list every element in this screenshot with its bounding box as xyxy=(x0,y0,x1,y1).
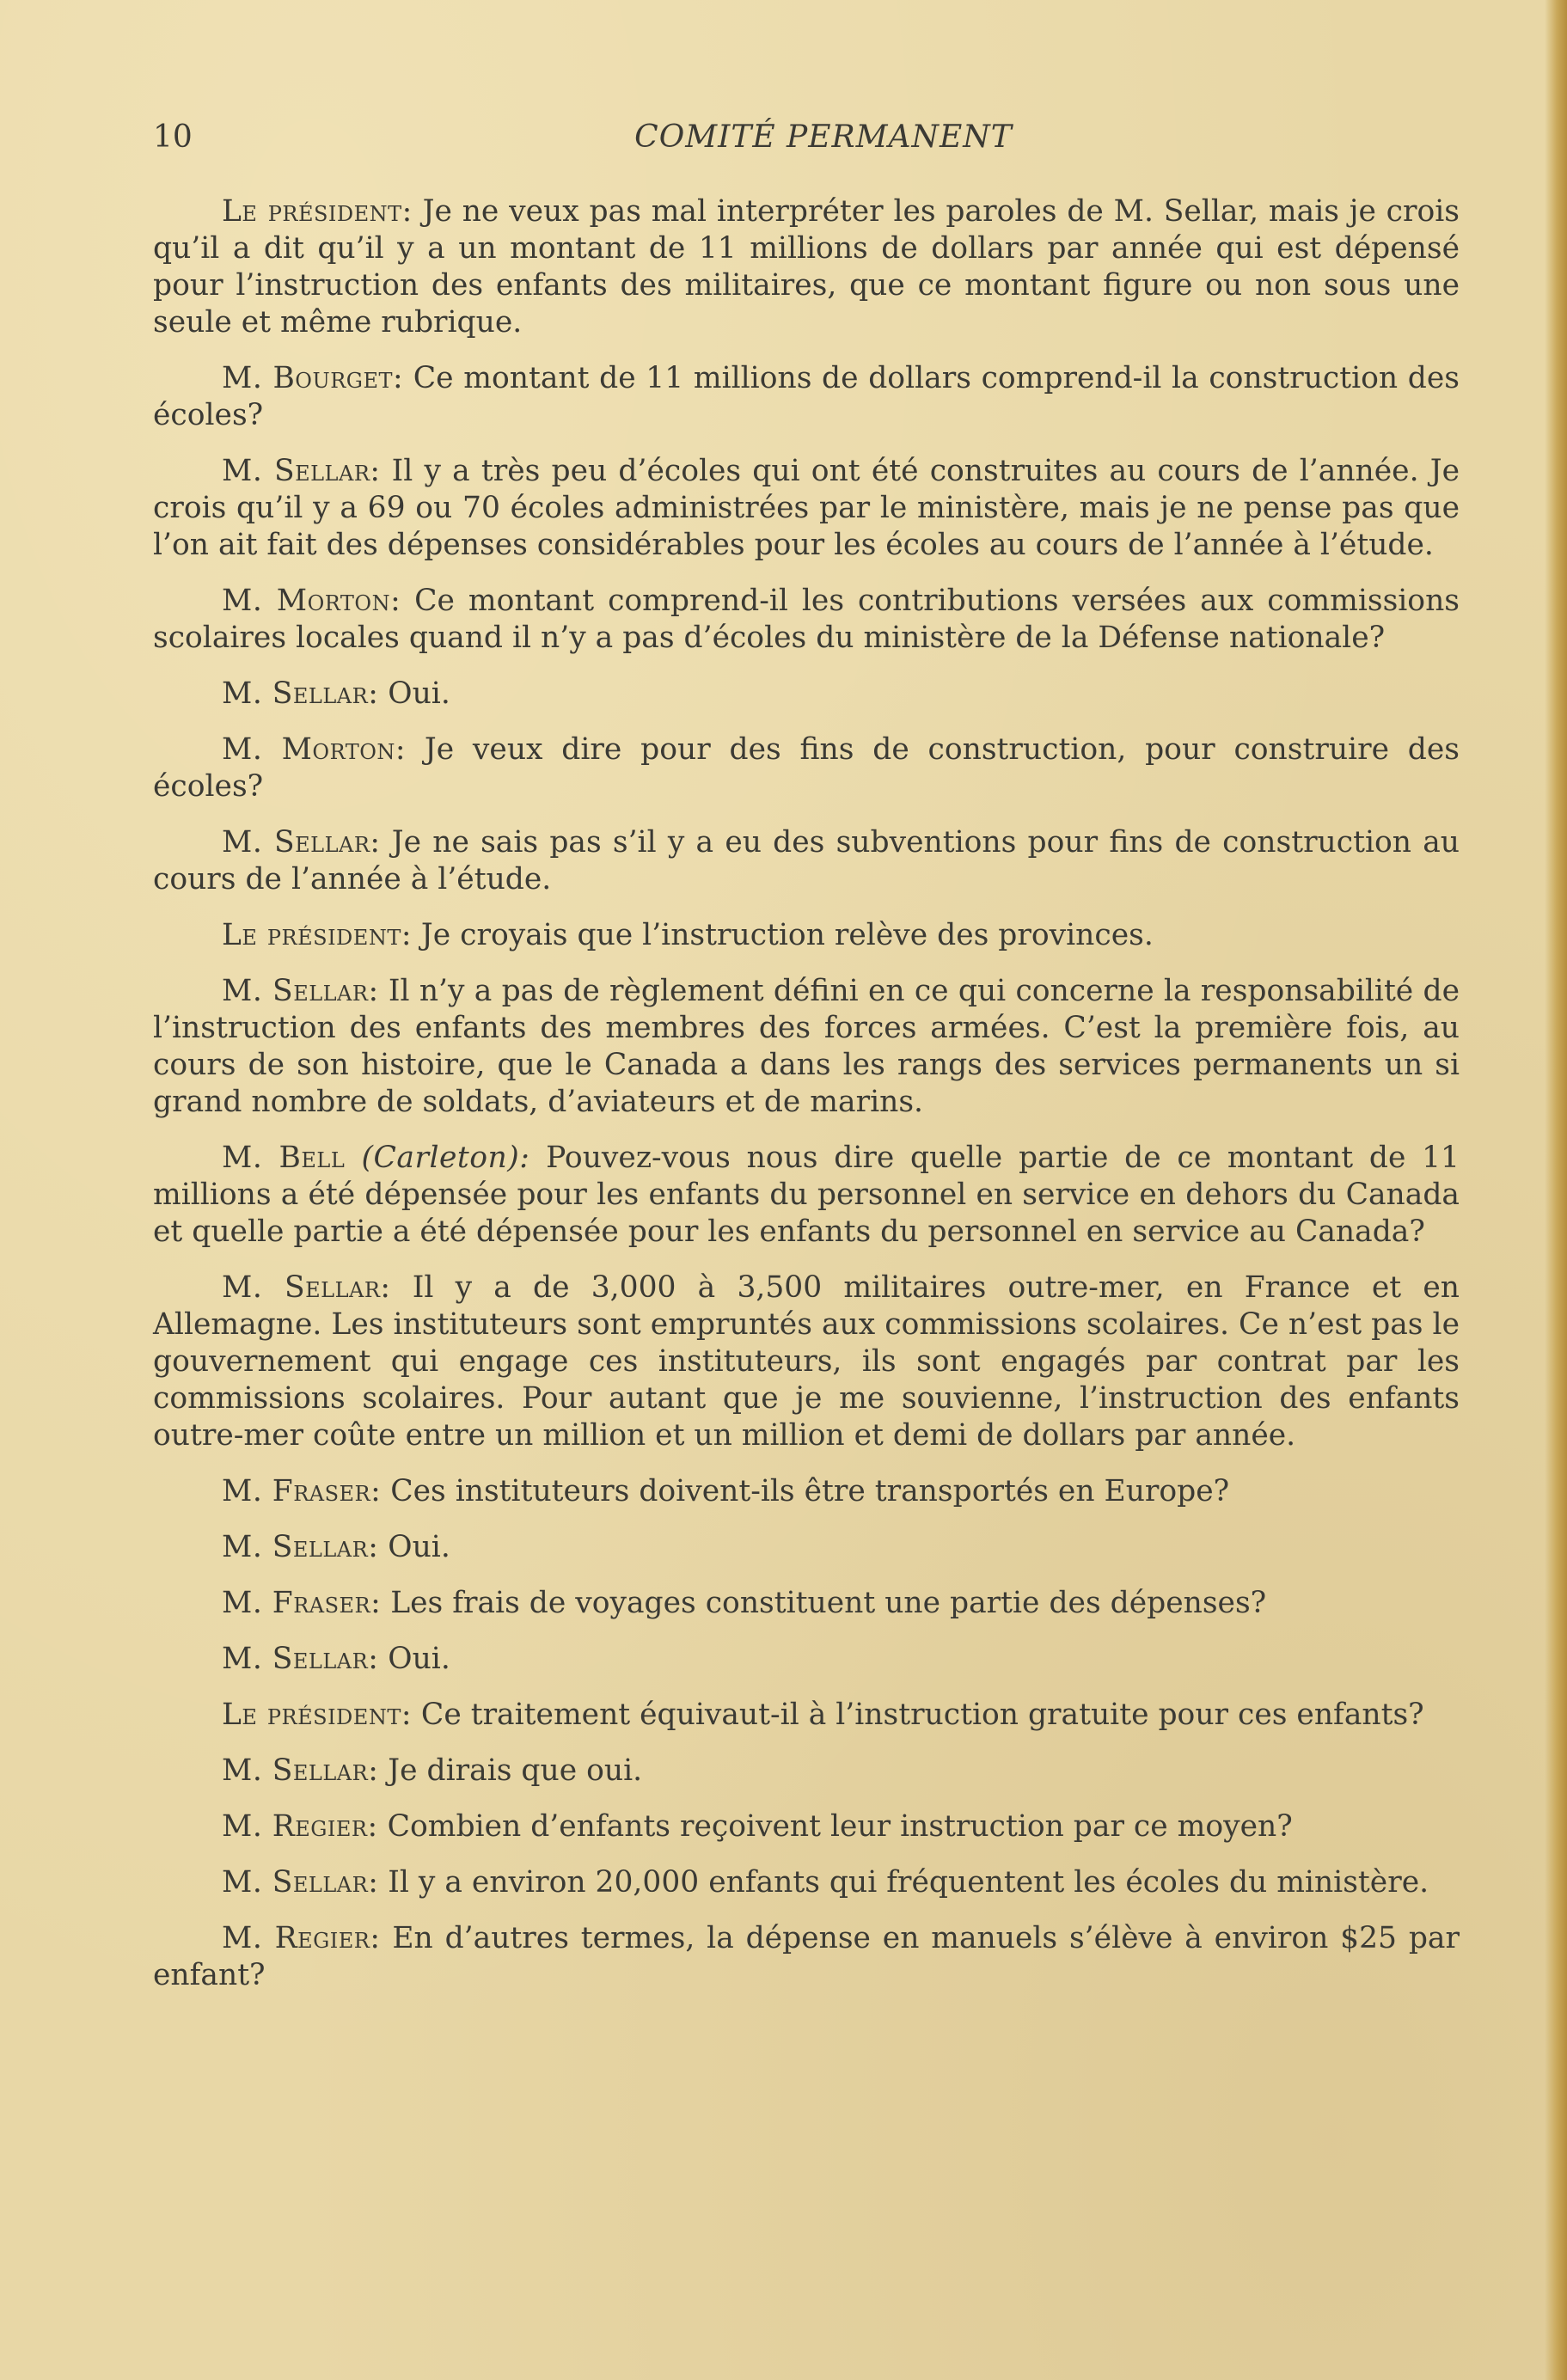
paragraph-text: En d’autres termes, la dépense en manuels s’élève à environ $25 par enfant? xyxy=(153,1921,1460,1992)
speaker-name: M. Sellar: xyxy=(222,676,379,711)
paragraph xyxy=(153,1641,1460,1678)
paragraph-text: Pouvez-vous nous dire quelle partie de ce montant de 11 millions a été dépensée pour les enfants du personnel en service en dehors du Canada et quelle partie a été dépensée pour les enfants du personnel en service au Canada? xyxy=(153,1141,1460,1249)
paragraph-text: Je dirais que oui. xyxy=(378,1753,643,1788)
speaker-name: M. Sellar: xyxy=(222,974,379,1008)
paragraph xyxy=(153,1529,1460,1566)
paragraph-text: Oui. xyxy=(378,1642,450,1676)
speaker-name: Le président: xyxy=(222,918,412,952)
speaker-name xyxy=(222,1141,529,1175)
paragraph xyxy=(153,731,1460,805)
paragraph xyxy=(153,1920,1460,1994)
paragraph-text: Il n’y a pas de règlement défini en ce qui concerne la responsabilité de l’instruction des enfants des membres des forces armées. C’est la première fois, au cours de son histoire, que le Canada a dans les rangs des services permanents un si grand nombre de soldats, d’aviateurs et de marins. xyxy=(153,974,1460,1119)
speaker-name-text: M. Bell xyxy=(222,1141,346,1175)
paragraph xyxy=(153,973,1460,1121)
paragraph-text: Ce montant de 11 millions de dollars comprend-il la construction des écoles? xyxy=(153,361,1460,432)
paragraph-text: Il y a environ 20,000 enfants qui fréquentent les écoles du ministère. xyxy=(378,1865,1429,1900)
paragraph xyxy=(153,1585,1460,1622)
paragraph-text: Il y a de 3,000 à 3,500 militaires outre-mer, en France et en Allemagne. Les instituteurs sont empruntés aux commissions scolaires. Ce n’est pas le gouvernement qui engage ces instituteurs, ils sont engagés par contrat par les commissions scolaires. Pour autant que je me souvienne, l’instruction des enfants outre-mer coûte entre un million et un million et demi de dollars par année. xyxy=(153,1270,1460,1453)
paragraph-text: Les frais de voyages constituent une partie des dépenses? xyxy=(381,1586,1267,1620)
paragraph xyxy=(153,583,1460,657)
paragraph xyxy=(153,453,1460,564)
page-edge xyxy=(1545,0,1567,2380)
paragraph-text: Je veux dire pour des fins de construction, pour construire des écoles? xyxy=(153,732,1460,804)
speaker-riding: (Carleton): xyxy=(345,1141,530,1175)
speaker-name: M. Sellar: xyxy=(222,825,381,860)
paragraph xyxy=(153,1864,1460,1901)
paragraph-text: Je ne veux pas mal interpréter les paroles de M. Sellar, mais je crois qu’il a dit qu’il y a un montant de 11 millions de dollars par année qui est dépensé pour l’instruction des enfants des militaires, que ce montant figure ou non sous une seule et même rubrique. xyxy=(153,194,1460,340)
speaker-name: M. Bourget: xyxy=(222,361,404,395)
speaker-name: M. Regier: xyxy=(222,1809,378,1844)
page-number: 10 xyxy=(153,119,193,155)
speaker-name: M. Morton: xyxy=(222,584,401,618)
paragraph xyxy=(153,193,1460,341)
page-header xyxy=(153,112,1460,163)
paragraph xyxy=(153,917,1460,954)
speaker-name: M. Sellar: xyxy=(222,1865,379,1900)
paragraph xyxy=(153,360,1460,434)
running-title: COMITÉ PERMANENT xyxy=(634,119,1013,155)
paragraph-text: Ce traitement équivaut-il à l’instruction gratuite pour ces enfants? xyxy=(411,1698,1424,1732)
transcript-body xyxy=(153,193,1460,2013)
paragraph-text: Je ne sais pas s’il y a eu des subventions pour fins de construction au cours de l’année à l’étude. xyxy=(153,825,1460,896)
paragraph-text: Ce montant comprend-il les contributions versées aux commissions scolaires locales quand il n’y a pas d’écoles du ministère de la Défense nationale? xyxy=(153,584,1460,655)
speaker-name: M. Morton: xyxy=(222,732,407,767)
speaker-name: M. Fraser: xyxy=(222,1474,382,1508)
speaker-name: M. Fraser: xyxy=(222,1586,382,1620)
speaker-name: M. Sellar: xyxy=(222,1642,379,1676)
paragraph xyxy=(153,676,1460,713)
paragraph xyxy=(153,1473,1460,1510)
paragraph xyxy=(153,1270,1460,1454)
speaker-name: M. Regier: xyxy=(222,1921,381,1955)
speaker-name: M. Sellar: xyxy=(222,1270,391,1305)
speaker-name: Le président: xyxy=(222,194,413,229)
paragraph xyxy=(153,1697,1460,1734)
paragraph xyxy=(153,1753,1460,1790)
speaker-name: M. Sellar: xyxy=(222,454,381,488)
paragraph-text: Je croyais que l’instruction relève des provinces. xyxy=(411,918,1154,952)
paragraph-text: Oui. xyxy=(378,676,450,711)
paragraph xyxy=(153,824,1460,898)
speaker-name: Le président: xyxy=(222,1698,412,1732)
paragraph-text: Ces instituteurs doivent-ils être transportés en Europe? xyxy=(381,1474,1230,1508)
paragraph-text: Combien d’enfants reçoivent leur instruction par ce moyen? xyxy=(377,1809,1293,1844)
paragraph-text: Il y a très peu d’écoles qui ont été construites au cours de l’année. Je crois qu’il y a 69 ou 70 écoles administrées par le ministère, mais je ne pense pas que l’on ait fait des dépenses considérables pour les écoles au cours de l’année à l’étude. xyxy=(153,454,1460,562)
paragraph-text: Oui. xyxy=(378,1530,450,1564)
paragraph xyxy=(153,1140,1460,1251)
speaker-name: M. Sellar: xyxy=(222,1530,379,1564)
speaker-name: M. Sellar: xyxy=(222,1753,379,1788)
paragraph xyxy=(153,1808,1460,1845)
